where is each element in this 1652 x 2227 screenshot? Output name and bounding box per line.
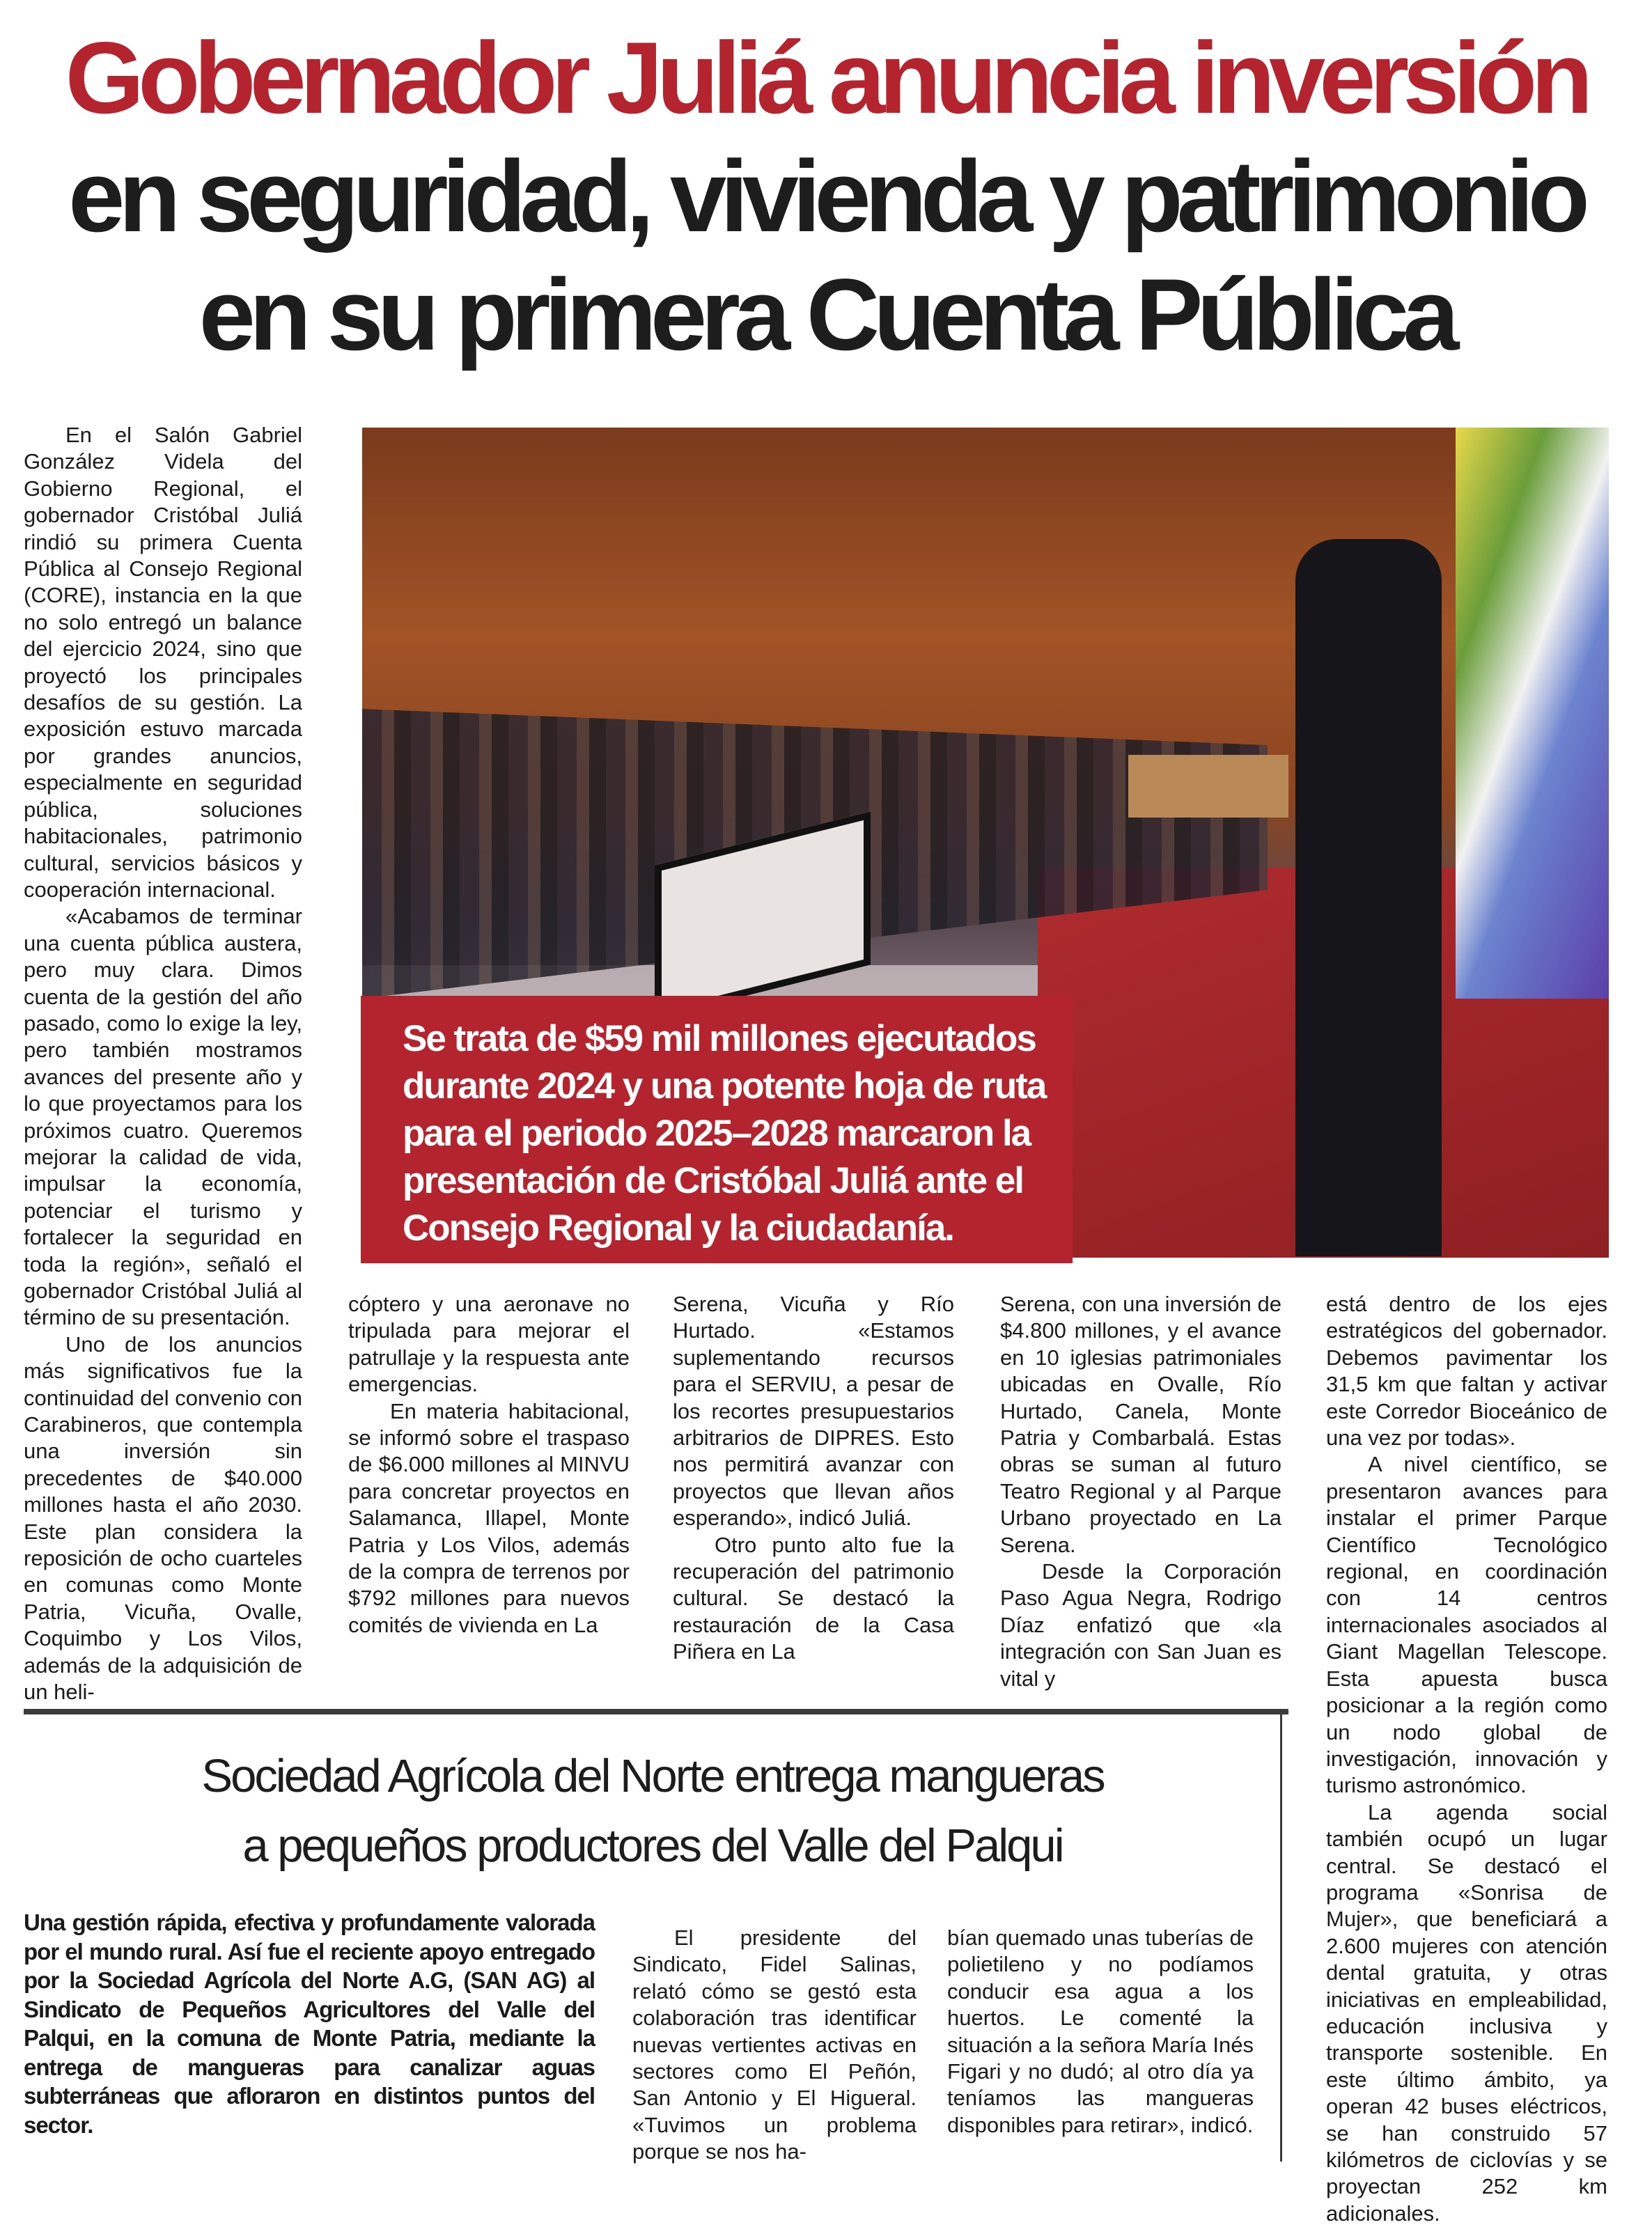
second-article-column-3 bbox=[947, 1925, 1254, 2139]
second-article-column-2 bbox=[632, 1925, 917, 2166]
article-column-3 bbox=[673, 1291, 954, 1666]
paragraph: En materia habitacional, se informó sobre el traspaso de $6.000 millones al MINVU para concretar proyectos en Salamanca, Illapel, Monte Patria y Los Vilos, además de la compra de terrenos por $792 millones para nuevos comités de vivienda en La bbox=[348, 1398, 630, 1637]
section-divider bbox=[24, 1709, 1288, 1714]
paragraph: está dentro de los ejes estratégicos del gobernador. Debemos pavimentar los 31,5 km que faltan y activar este Corredor Bioceánico de una vez por todas». bbox=[1326, 1292, 1607, 1451]
article-column-2 bbox=[348, 1291, 630, 1639]
paragraph: Serena, con una inversión de $4.800 millones, y el avance en 10 iglesias patrimoniales ubicadas en Ovalle, Río Hurtado, Canela, Monte Patria y Combarbalá. Estas obras se suman al futuro Teatro Regional y al Parque Urbano proyectado en La Serena. bbox=[1000, 1292, 1281, 1557]
second-article-lead bbox=[24, 1908, 595, 2139]
paragraph: bían quemado unas tuberías de polietileno y no podíamos conducir esa agua a los huertos. Le comenté la situación a la señora María Inés Figari y no dudó; al otro día ya teníamos las mangueras disponibles para retirar», indicó. bbox=[947, 1925, 1254, 2137]
paragraph: El presidente del Sindicato, Fidel Salinas, relató cómo se gestó esta colaboración tras identificar nuevas vertientes activas en sectores como El Peñón, San Antonio y El Higueral. «Tuvimos un problema porque se nos ha- bbox=[632, 1925, 917, 2164]
article-column-5 bbox=[1326, 1291, 1607, 2227]
speaker-figure bbox=[1295, 539, 1442, 1256]
paragraph: Desde la Corporación Paso Agua Negra, Rodrigo Díaz enfatizó que «la integración con San Juan es vital y bbox=[1000, 1559, 1281, 1691]
paragraph: A nivel científico, se presentaron avances para instalar el primer Parque Científico Tecnológico regional, en coordinación con 14 centros internacionales asociados al Giant Magellan Telescope. Esta apuesta busca posicionar a la región como un nodo global de investigación, innovación y turismo astronómico. bbox=[1326, 1452, 1607, 1798]
paragraph: «Acabamos de terminar una cuenta pública austera, pero muy clara. Dimos cuenta de la gestión del año pasado, como lo exige la ley, pero también mostramos avances del presente año y lo que proyectamos para los próximos cuatro. Queremos mejorar la calidad de vida, impulsar la economía, potenciar el turismo y fortalecer la seguridad en toda la región», señaló el gobernador Cristóbal Juliá al término de su presentación. bbox=[24, 904, 302, 1330]
headline-line-1: Gobernador Juliá anuncia inversión bbox=[65, 21, 1587, 134]
pull-quote-box: Se trata de $59 mil millones ejecutados durante 2024 y una potente hoja de ruta para el periodo 2025–2028 marcaron la presentación de Cristóbal Juliá ante el Consejo Regional y la ciudadanía. bbox=[361, 996, 1073, 1263]
paragraph: Otro punto alto fue la recuperación del patrimonio cultural. Se destacó la restauración de la Casa Piñera en La bbox=[673, 1532, 954, 1664]
podium bbox=[1128, 755, 1288, 818]
second-headline-line-2: a pequeños productores del Valle del Palqui bbox=[242, 1820, 1063, 1872]
lead-paragraph: Una gestión rápida, efectiva y profundamente valorada por el mundo rural. Así fue el reciente apoyo entregado por la Sociedad Agrícola del Norte A.G, (SAN AG) al Sindicato de Pequeños Agricultores del Valle del Palqui, en la comuna de Monte Patria, mediante la entrega de mangueras para canalizar aguas subterráneas que afloraron en distintos puntos del sector. bbox=[24, 1909, 595, 2138]
paragraph: La agenda social también ocupó un lugar central. Se destacó el programa «Sonrisa de Mujer», que beneficiará a 2.600 mujeres con atención dental gratuita, y otras iniciativas en empleabilidad, educación inclusiva y transporte sostenible. En este último ámbito, ya operan 42 buses eléctricos, se han construido 57 kilómetros de ciclovías y se proyectan 252 km adicionales. bbox=[1326, 1799, 1607, 2226]
paragraph: Serena, Vicuña y Río Hurtado. «Estamos suplementando recursos para el SERVIU, a pesar de los recortes presupuestarios arbitrarios de DIPRES. Esto nos permitirá avanzar con proyectos que llevan años esperando», indicó Juliá. bbox=[673, 1292, 954, 1531]
regional-flag bbox=[1456, 428, 1609, 999]
paragraph: En el Salón Gabriel González Videla del Gobierno Regional, el gobernador Cristóbal Juliá rindió su primera Cuenta Pública al Consejo Regional (CORE), instancia en la que no solo entregó un balance del ejercicio 2024, sino que proyectó los principales desafíos de su gestión. La exposición estuvo marcada por grandes anuncios, especialmente en seguridad pública, soluciones habitacionales, patrimonio cultural, servicios básicos y cooperación internacional. bbox=[24, 423, 302, 902]
headline-line-2: en seguridad, vivienda y patrimonio bbox=[68, 139, 1584, 253]
headline-line-3: en su primera Cuenta Pública bbox=[198, 258, 1454, 371]
paragraph: cóptero y una aeronave no tripulada para mejorar el patrullaje y la respuesta ante emergencias. bbox=[348, 1292, 630, 1397]
second-headline-line-1: Sociedad Agrícola del Norte entrega mangueras bbox=[201, 1750, 1104, 1802]
article-column-1 bbox=[24, 422, 302, 1706]
article-column-4 bbox=[1000, 1291, 1281, 1692]
paragraph: Uno de los anuncios más significativos fue la continuidad del convenio con Carabineros, que contempla una inversión sin precedentes de $40.000 millones hasta el año 2030. Este plan considera la reposición de ocho cuarteles en comunas como Monte Patria, Vicuña, Ovalle, Coquimbo y Los Vilos, además de la adquisición de un heli- bbox=[24, 1331, 302, 1705]
